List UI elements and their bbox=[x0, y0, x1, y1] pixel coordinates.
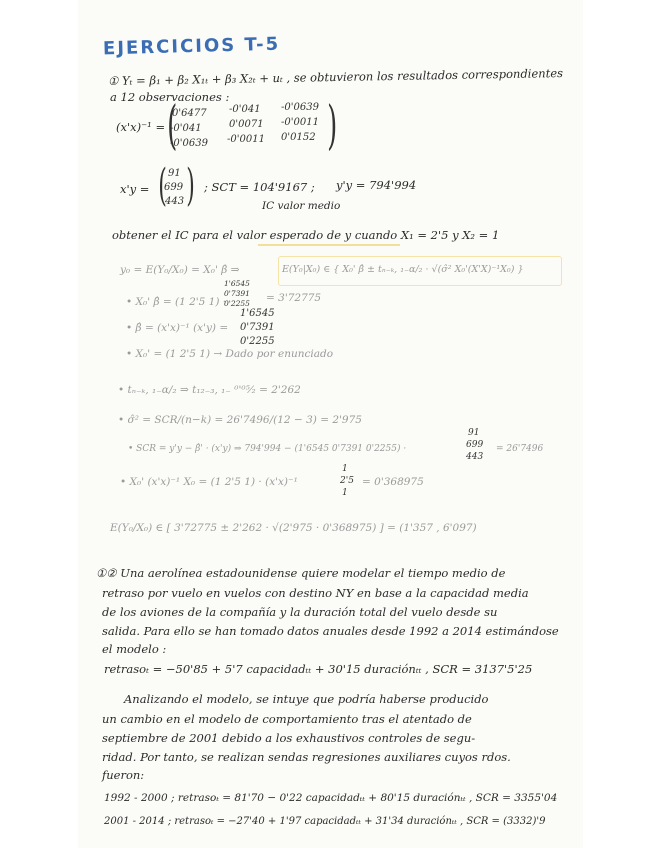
vector-cell: 1 bbox=[342, 488, 348, 498]
vector-cell: 1'6545 bbox=[224, 279, 250, 288]
matrix-cell: -0'041 bbox=[170, 123, 202, 134]
xty-label: x'y = bbox=[120, 182, 150, 196]
ex2-statement-line: ①② Una aerolínea estadounidense quiere modelar el tiempo medio de bbox=[96, 566, 506, 580]
step-x0-beta-result: = 3'72775 bbox=[266, 292, 322, 304]
ex2-paragraph-line: septiembre de 2001 debido a los exhaustivos controles de segu- bbox=[102, 731, 476, 745]
matrix-cell: 0'0071 bbox=[229, 119, 264, 130]
vector-cell: 0'2255 bbox=[224, 299, 250, 308]
vector-cell: 443 bbox=[165, 196, 185, 207]
matrix-cell: -0'0639 bbox=[281, 102, 319, 113]
ex2-paragraph-line: Analizando el modelo, se intuye que podría haberse producido bbox=[124, 692, 489, 706]
ex2-regression-1: 1992 - 2000 ; retrasoₜ = 81'70 − 0'22 capacidadₜₜ + 80'15 duraciónₜₜ , SCR = 3355'04 bbox=[104, 792, 558, 804]
vector-cell: 2'5 bbox=[340, 476, 354, 486]
yty-value: y'y = 794'994 bbox=[336, 178, 417, 192]
ex2-model: retrasoₜ = −50'85 + 5'7 capacidadₜₜ + 30'15 duraciónₜₜ , SCR = 3137'5'25 bbox=[104, 662, 533, 676]
xty-left-paren: ( bbox=[158, 160, 167, 211]
step-sigma2: • σ̂² = SCR/(n−k) = 26'7496/(12 − 3) = 2'975 bbox=[118, 414, 362, 426]
step-quadratic-form: • X₀' (x'x)⁻¹ X₀ = (1 2'5 1) · (x'x)⁻¹ bbox=[120, 476, 298, 488]
step-beta-hat: • β̂ = (x'x)⁻¹ (x'y) = bbox=[126, 322, 229, 334]
step-quadratic-result: = 0'368975 bbox=[362, 476, 424, 488]
vector-cell: 1 bbox=[342, 464, 348, 474]
sct-value: ; SCT = 104'9167 ; bbox=[204, 180, 315, 194]
vector-cell: 0'7391 bbox=[224, 289, 250, 298]
step-t-value: • tₙ₋ₖ, ₁₋α/₂ ⇒ t₁₂₋₃, ₁₋ ⁰'⁰⁵⁄₂ = 2'262 bbox=[118, 384, 301, 396]
vector-cell: 0'7391 bbox=[240, 322, 275, 333]
vector-cell: 91 bbox=[168, 168, 181, 179]
formula-main: y₀ = E(Y₀/X₀) = X₀' β̂ ⇒ bbox=[120, 264, 240, 276]
matrix-cell: -0'041 bbox=[229, 104, 261, 115]
vector-cell: 699 bbox=[466, 440, 484, 450]
step-x0-vector: • X₀' = (1 2'5 1) → Dado por enunciado bbox=[126, 348, 334, 360]
formula-interval: E(Y₀|X₀) ∈ { X₀' β̂ ± tₙ₋ₖ, ₁₋α/₂ · √(σ̂² X₀'(X'X)⁻¹X₀) } bbox=[282, 264, 524, 275]
ex2-statement-line: salida. Para ello se han tomado datos anuales desde 1992 a 2014 estimándose bbox=[102, 624, 559, 638]
matrix-cell: -0'0011 bbox=[281, 117, 319, 128]
step-scr-result: = 26'7496 bbox=[496, 444, 544, 454]
ex1-result: E(Y₀/X₀) ∈ [ 3'72775 ± 2'262 · √(2'975 · 0'368975) ] = (1'357 , 6'097) bbox=[110, 522, 477, 534]
ex2-paragraph-line: fueron: bbox=[102, 768, 145, 782]
step-x0-beta: • X₀' β̂ = (1 2'5 1) · bbox=[126, 296, 227, 308]
vector-cell: 1'6545 bbox=[240, 308, 275, 319]
vector-cell: 0'2255 bbox=[240, 336, 275, 347]
ex1-question: obtener el IC para el valor esperado de y cuando X₁ = 2'5 y X₂ = 1 bbox=[112, 228, 500, 242]
ex2-statement-line: retraso por vuelo en vuelos con destino NY en base a la capacidad media bbox=[102, 586, 529, 600]
step-scr: • SCR = y'y − β̂' · (x'y) ⇒ 794'994 − (1'6545 0'7391 0'2255) · bbox=[128, 444, 407, 454]
matrix-cell: -0'0011 bbox=[227, 134, 265, 145]
ex2-regression-2: 2001 - 2014 ; retrasoₜ = −27'40 + 1'97 capacidadₜₜ + 31'34 duraciónₜₜ , SCR = (3332)'9 bbox=[104, 816, 546, 827]
vector-cell: 91 bbox=[468, 428, 480, 438]
ex1-statement-line-1: ① Yₜ = β₁ + β₂ X₁ₜ + β₃ X₂ₜ + uₜ , se obtuvieron los resultados correspondientes bbox=[107, 66, 564, 88]
ex2-statement-line: de los aviones de la compañía y la duración total del vuelo desde su bbox=[102, 605, 498, 619]
page-title: EJERCICIOS T-5 bbox=[102, 33, 281, 60]
xtx-left-paren: ( bbox=[167, 96, 178, 156]
ex1-statement-line-2: a 12 observaciones : bbox=[110, 90, 230, 104]
ic-note: IC valor medio bbox=[262, 200, 341, 212]
matrix-cell: -0'0639 bbox=[170, 138, 208, 149]
ex2-paragraph-line: ridad. Por tanto, se realizan sendas regresiones auxiliares cuyos rdos. bbox=[102, 750, 511, 764]
xtx-label: (x'x)⁻¹ = bbox=[116, 120, 166, 134]
vector-cell: 699 bbox=[164, 182, 184, 193]
matrix-cell: 0'6477 bbox=[172, 108, 207, 119]
xtx-right-paren: ) bbox=[327, 96, 338, 156]
matrix-cell: 0'0152 bbox=[281, 132, 316, 143]
ex2-paragraph-line: un cambio en el modelo de comportamiento tras el atentado de bbox=[102, 712, 472, 726]
xty-right-paren: ) bbox=[186, 160, 195, 211]
vector-cell: 443 bbox=[466, 452, 484, 462]
highlight-underline bbox=[258, 244, 400, 246]
ex2-statement-line: el modelo : bbox=[102, 642, 167, 656]
